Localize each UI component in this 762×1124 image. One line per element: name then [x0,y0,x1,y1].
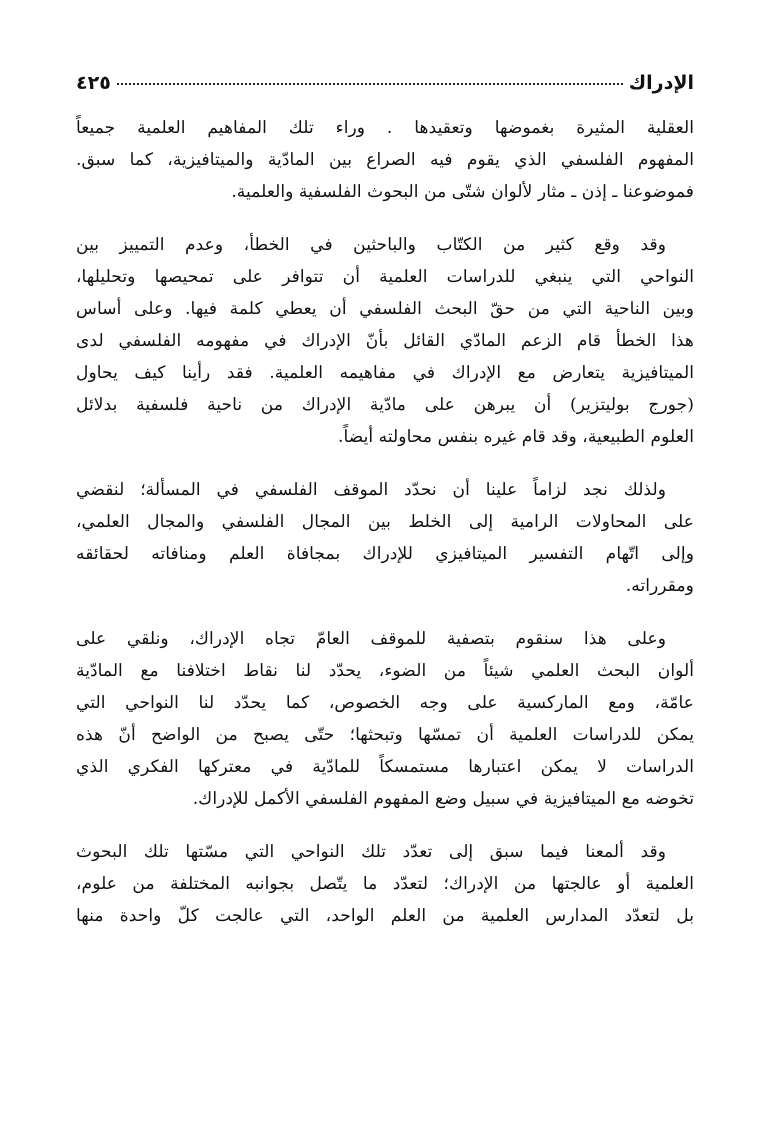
text-line: وقد ألمعنا فيما سبق إلى تعدّد تلك النواحي التي مسّتها تلك البحوث [76,842,666,862]
running-header [76,72,694,112]
text-line: على المحاولات الرامية إلى الخلط بين المجال الفلسفي والمجال العلمي، [76,512,694,532]
paragraph [76,836,694,932]
text-line: بل لتعدّد المدارس العلمية من العلم الواحد، التي عالجت كلّ واحدة منها [76,906,694,926]
text-line: ألوان البحث العلمي شيئاً من الضوء، يحدّد لنا نقاط اختلافنا مع المادّية [76,661,694,681]
text-line: النواحي التي ينبغي للدراسات العلمية أن تتوافر على تمحيصها وتحليلها، [76,267,694,287]
text-line: وإلى اتّهام التفسير الميتافيزي للإدراك بمجافاة العلم ومنافاته لحقائقه [76,544,694,564]
text-line: عامّة، ومع الماركسية على وجه الخصوص، كما يحدّد لنا النواحي التي [76,693,694,713]
text-line: فموضوعنا ـ إذن ـ مثار لألوان شتّى من البحوث الفلسفية والعلمية. [231,182,694,202]
paragraph [76,623,694,815]
page-number: ٤٢٥ [76,72,111,94]
text-line: وقد وقع كثير من الكتّاب والباحثين في الخطأ، وعدم التمييز بين [76,235,666,255]
text-line: ولذلك نجد لزاماً علينا أن نحدّد الموقف الفلسفي في المسألة؛ لنقضي [76,480,666,500]
text-line: تخوضه مع الميتافيزية في سبيل وضع المفهوم الفلسفي الأكمل للإدراك. [192,789,694,809]
book-page [76,72,694,953]
text-line: العلمية أو عالجتها من الإدراك؛ لتعدّد ما يتّصل بجوانبه المختلفة من علوم، [76,874,694,894]
text-line: يمكن للدراسات العلمية أن تمسّها وتبحثها؛ حتّى يصبح من الواضح أنّ هذه [76,725,694,745]
dotted-leader [117,83,623,85]
text-line: الدراسات لا يمكن اعتبارها مستمسكاً للمادّية في معتركها الفكري الذي [76,757,694,777]
text-line: (جورج بوليتزير) أن يبرهن على مادّية الإدراك من ناحية فلسفية بدلائل [76,395,694,415]
text-line: ومقرراته. [625,576,694,596]
running-title: الإدراك [628,72,694,94]
text-line: وعلى هذا سنقوم بتصفية للموقف العامّ تجاه الإدراك، ونلقي على [76,629,666,649]
text-line: العقلية المثيرة بغموضها وتعقيدها . وراء تلك المفاهيم العلمية جميعاً [76,118,694,138]
paragraph [76,112,694,208]
body-text [76,112,694,932]
text-line: العلوم الطبيعية، وقد قام غيره بنفس محاولته أيضاً. [338,427,694,447]
paragraph [76,474,694,602]
text-line: المفهوم الفلسفي الذي يقوم فيه الصراع بين المادّية والميتافيزية، كما سبق. [76,150,694,170]
text-line: الميتافيزية يتعارض مع الإدراك في مفاهيمه العلمية. فقد رأينا كيف يحاول [76,363,694,383]
text-line: هذا الخطأ قام الزعم المادّي القائل بأنّ الإدراك في مفهومه الفلسفي لدى [76,331,694,351]
paragraph [76,229,694,453]
text-line: وبين الناحية التي من حقّ البحث الفلسفي أن يعطي كلمة فيها. وعلى أساس [76,299,694,319]
